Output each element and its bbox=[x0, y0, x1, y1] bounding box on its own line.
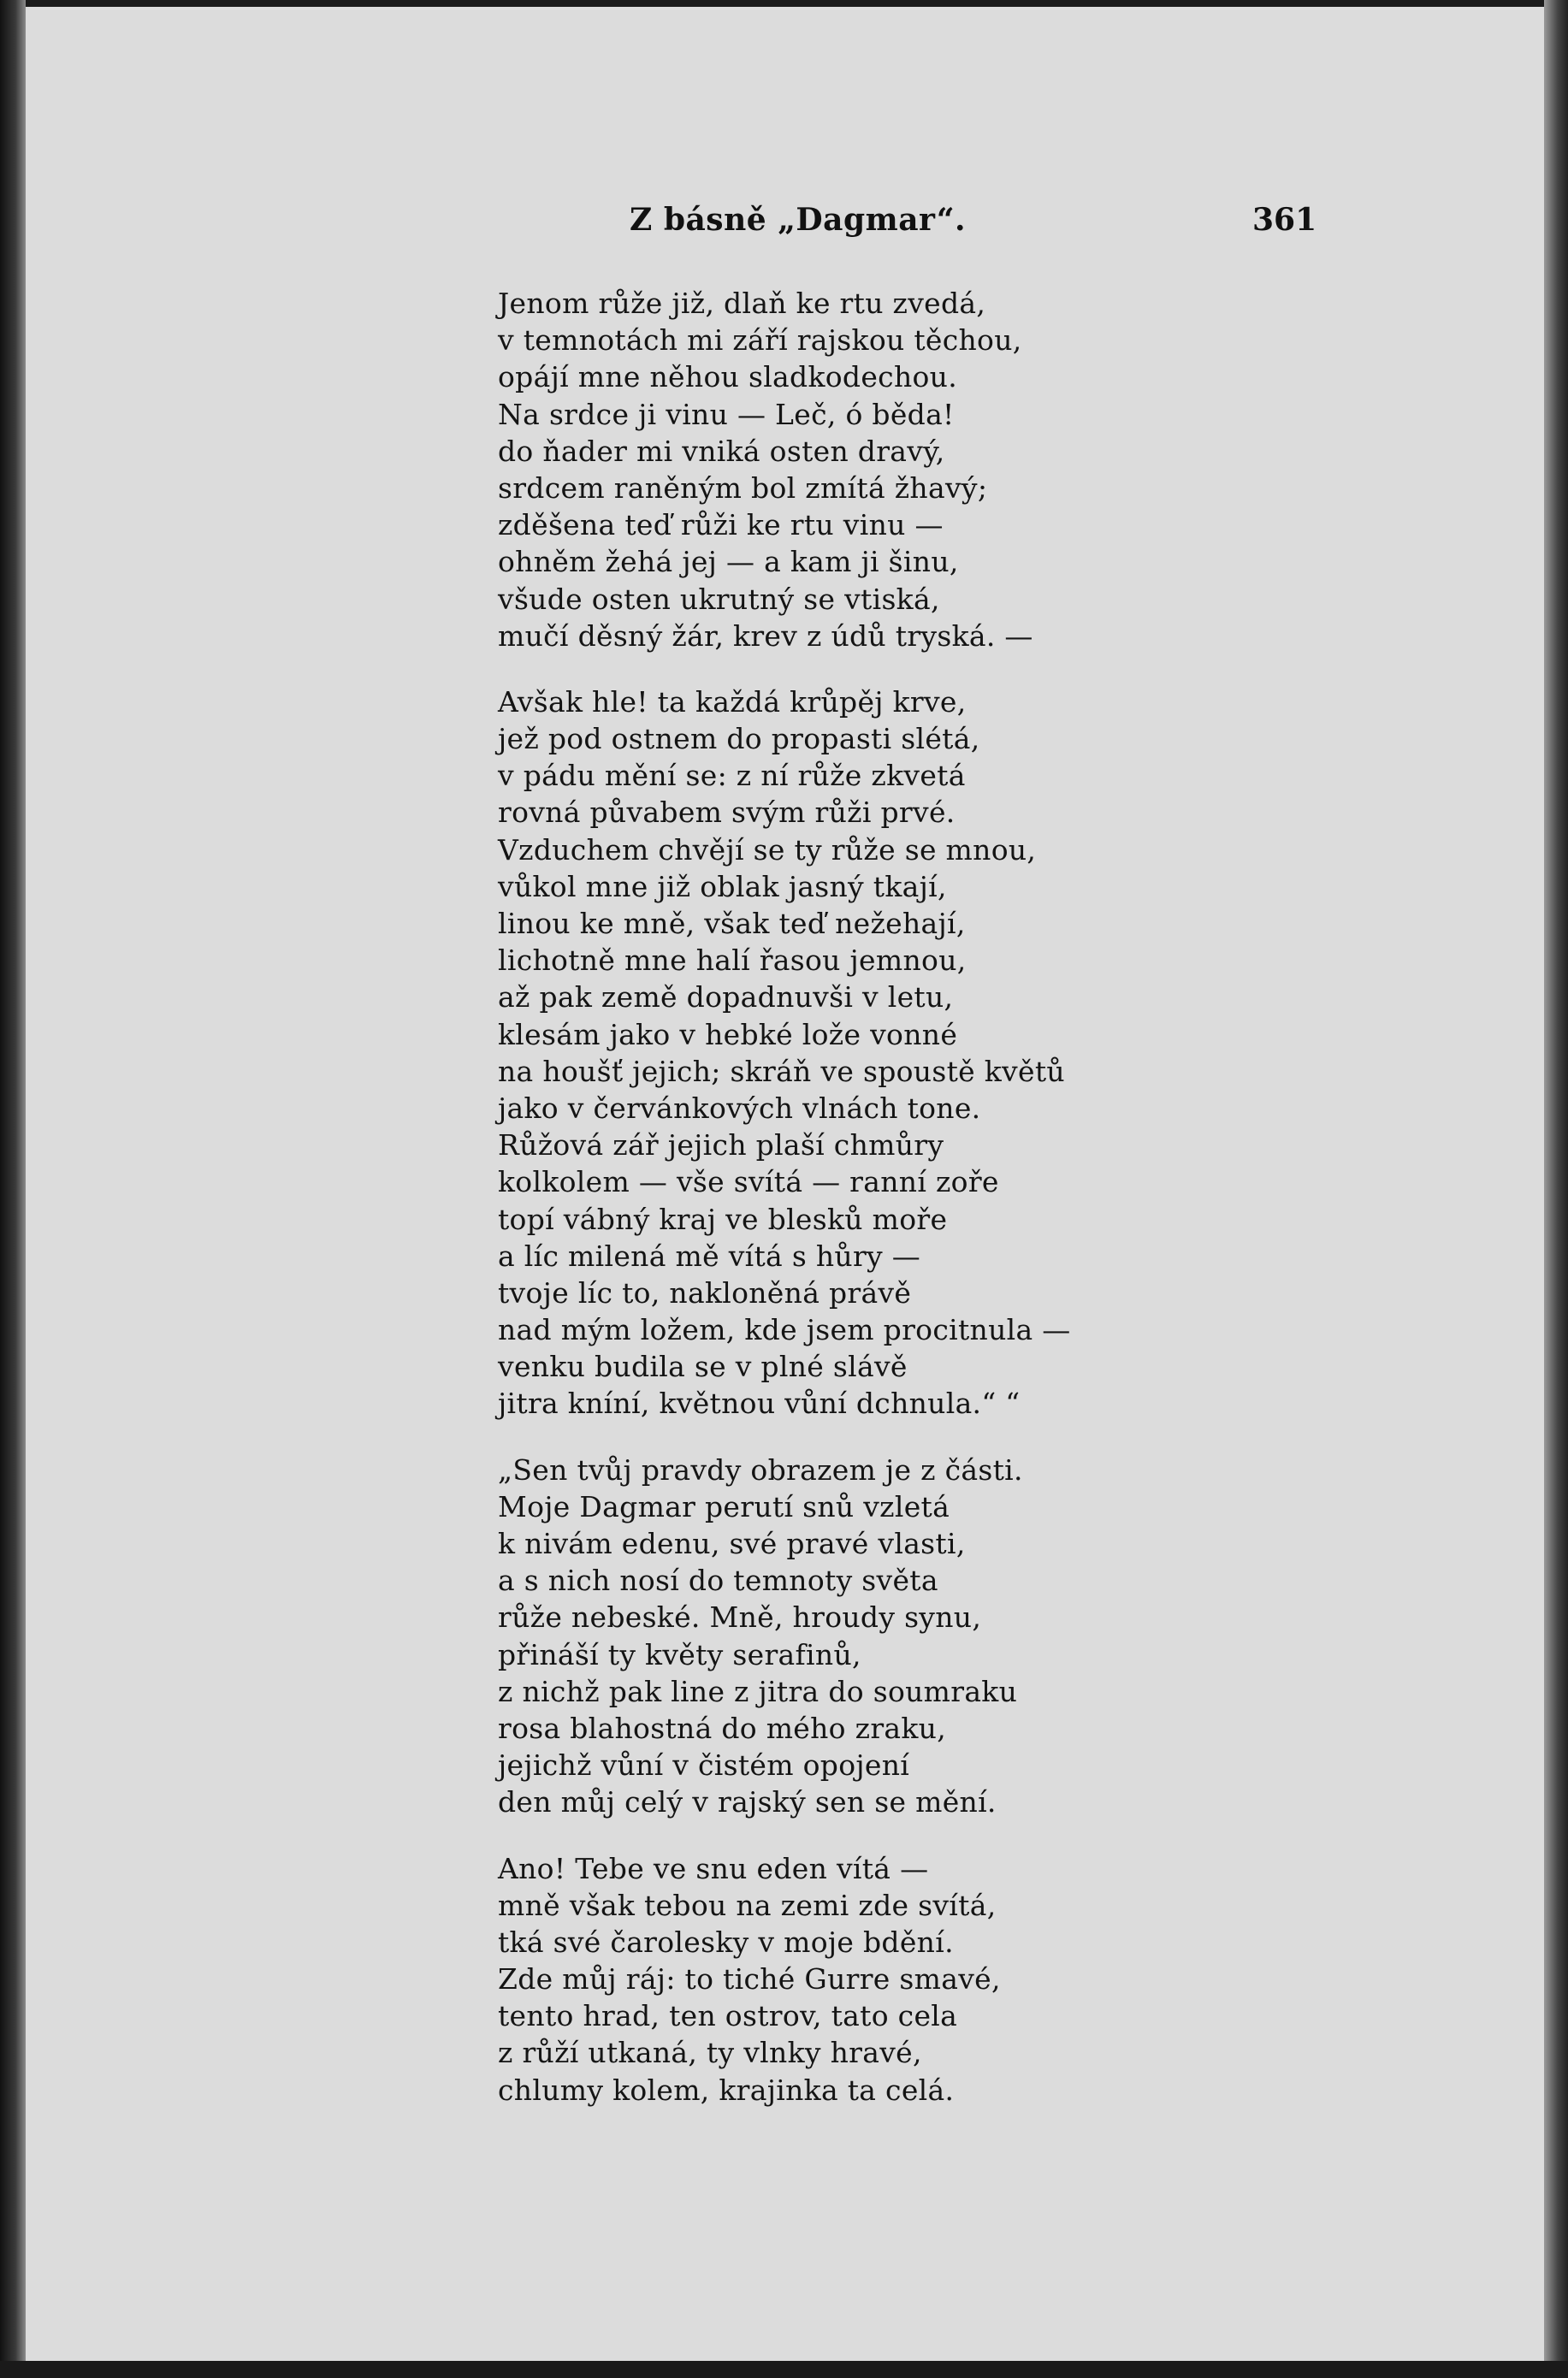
verse-line: chlumy kolem, krajinka ta celá. bbox=[498, 2073, 955, 2107]
verse-line: na houšť jejich; skráň ve spoustě květů bbox=[498, 1054, 1065, 1088]
verse-line: Avšak hle! ta každá krůpěj krve, bbox=[498, 684, 967, 719]
book-page bbox=[26, 7, 1544, 2361]
verse-line: k nivám edenu, své pravé vlasti, bbox=[498, 1527, 966, 1560]
verse-line: jitra kníní, květnou vůní dchnula.“ “ bbox=[498, 1387, 1021, 1421]
verse-line: Jenom růže již, dlaň ke rtu zvedá, bbox=[498, 287, 986, 320]
verse-line: zděšena teď růži ke rtu vinu — bbox=[498, 508, 944, 542]
verse-line: lichotně mne halí řasou jemnou, bbox=[498, 944, 967, 978]
verse-line: jež pod ostnem do propasti slétá, bbox=[498, 722, 980, 756]
verse-line: vůkol mne již oblak jasný tkají, bbox=[498, 869, 947, 903]
verse-line: rovná půvabem svým růži prvé. bbox=[498, 796, 956, 830]
verse-line: až pak země dopadnuvši v letu, bbox=[498, 980, 954, 1014]
verse-line: jejichž vůní v čistém opojení bbox=[498, 1748, 910, 1783]
scan-left-edge bbox=[0, 0, 26, 2378]
verse-line: a s nich nosí do temnoty světa bbox=[498, 1564, 938, 1598]
running-title: Z básně „Dagmar“. bbox=[630, 202, 967, 238]
verse-line: Ano! Tebe ve snu eden vítá — bbox=[498, 1851, 929, 1885]
verse-line: topí vábný kraj ve blesků moře bbox=[498, 1202, 948, 1236]
verse-line: jako v červánkových vlnách tone. bbox=[498, 1091, 981, 1125]
verse-line: den můj celý v rajský sen se mění. bbox=[498, 1785, 997, 1819]
verse-line: venku budila se v plné slávě bbox=[498, 1350, 908, 1384]
verse-line: přináší ty květy serafinů, bbox=[498, 1637, 861, 1671]
verse-line: Zde můj ráj: to tiché Gurre smavé, bbox=[498, 1962, 1001, 1996]
verse-line: růže nebeské. Mně, hroudy synu, bbox=[498, 1600, 982, 1635]
verse-line: kolkolem — vše svítá — ranní zoře bbox=[498, 1165, 999, 1199]
verse-line: ohněm žehá jej — a kam ji šinu, bbox=[498, 545, 959, 579]
page-header bbox=[26, 197, 1544, 248]
verse-line: v pádu mění se: z ní růže zkvetá bbox=[498, 759, 966, 793]
scan-bottom-edge bbox=[0, 2361, 1568, 2378]
verse-line: linou ke mně, však teď nežehají, bbox=[498, 907, 966, 940]
verse-line: tvoje líc to, nakloněná právě bbox=[498, 1275, 912, 1310]
verse-line: rosa blahostná do mého zraku, bbox=[498, 1711, 947, 1745]
verse-line: Na srdce ji vinu — Leč, ó běda! bbox=[498, 397, 955, 431]
verse-line: klesám jako v hebké lože vonné bbox=[498, 1017, 958, 1051]
poem-body bbox=[498, 285, 1490, 2109]
verse-line: a líc milená mě vítá s hůry — bbox=[498, 1239, 921, 1273]
verse-line: v temnotách mi září rajskou těchou, bbox=[498, 323, 1022, 358]
stanza bbox=[498, 683, 1490, 1423]
page-number: 361 bbox=[1252, 202, 1317, 238]
verse-line: z růží utkaná, ty vlnky hravé, bbox=[498, 2036, 922, 2070]
verse-line: z nichž pak line z jitra do soumraku bbox=[498, 1674, 1018, 1708]
verse-line: Moje Dagmar perutí snů vzletá bbox=[498, 1489, 950, 1523]
verse-line: do ňader mi vniká osten dravý, bbox=[498, 434, 945, 468]
stanza bbox=[498, 1850, 1490, 2109]
verse-line: tento hrad, ten ostrov, tato cela bbox=[498, 1999, 958, 2033]
stanza bbox=[498, 1452, 1490, 1821]
verse-line: Vzduchem chvějí se ty růže se mnou, bbox=[498, 832, 1037, 867]
verse-line: Růžová zář jejich plaší chmůry bbox=[498, 1128, 944, 1162]
verse-line: mně však tebou na zemi zde svítá, bbox=[498, 1888, 997, 1922]
verse-line: srdcem raněným bol zmítá žhavý; bbox=[498, 470, 988, 505]
verse-line: všude osten ukrutný se vtiská, bbox=[498, 582, 940, 616]
verse-line: tká své čarolesky v moje bdění. bbox=[498, 1925, 954, 1959]
verse-line: opájí mne něhou sladkodechou. bbox=[498, 360, 958, 394]
verse-line: mučí děsný žár, krev z údů tryská. — bbox=[498, 618, 1033, 653]
verse-line: nad mým ložem, kde jsem procitnula — bbox=[498, 1313, 1071, 1347]
stanza bbox=[498, 285, 1490, 654]
scan-right-edge bbox=[1544, 0, 1568, 2378]
verse-line: „Sen tvůj pravdy obrazem je z části. bbox=[498, 1452, 1023, 1487]
